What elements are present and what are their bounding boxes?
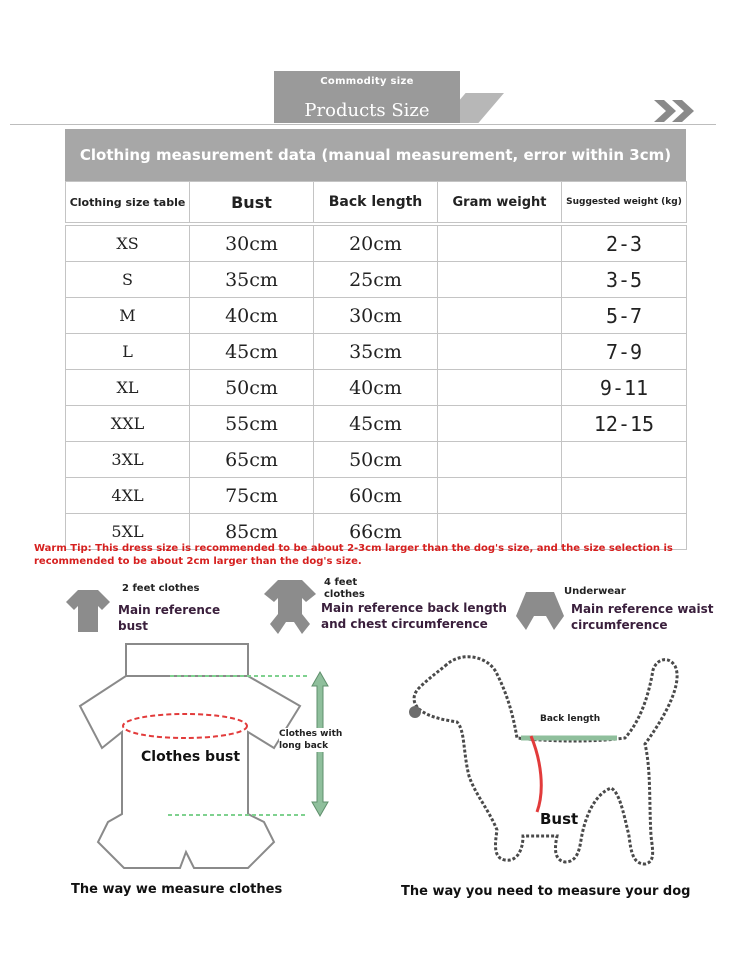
column-header: Bust: [190, 182, 314, 223]
table-cell: 40cm: [314, 370, 438, 406]
table-row: [66, 226, 687, 262]
two-feet-clothes-icon: [64, 588, 112, 634]
table-title: Clothing measurement data (manual measurement, error within 3cm): [65, 129, 686, 181]
table-cell: 65cm: [190, 442, 314, 478]
ref-label: 2 feet clothes: [122, 583, 200, 594]
table-cell: [438, 478, 562, 514]
four-feet-clothes-icon: [262, 578, 318, 636]
table-cell: 45cm: [314, 406, 438, 442]
clothes-caption: The way we measure clothes: [71, 882, 283, 897]
table-cell: 12-15: [562, 406, 687, 442]
header-title: Products Size: [304, 100, 430, 121]
double-chevron-icon: [652, 98, 700, 124]
table-cell: M: [66, 298, 190, 334]
table-cell: 5XL: [66, 514, 190, 550]
ref-text: Main reference waist circumference: [571, 602, 714, 632]
table-cell: 35cm: [190, 262, 314, 298]
table-cell: XS: [66, 226, 190, 262]
table-cell: 85cm: [190, 514, 314, 550]
table-cell: 75cm: [190, 478, 314, 514]
ref-label: Underwear: [564, 586, 626, 597]
column-header: Clothing size table: [66, 182, 190, 223]
table-cell: 45cm: [190, 334, 314, 370]
table-cell: [562, 478, 687, 514]
table-cell: 3XL: [66, 442, 190, 478]
table-cell: 20cm: [314, 226, 438, 262]
table-cell: 50cm: [190, 370, 314, 406]
column-header: Gram weight: [438, 182, 562, 223]
table-cell: 25cm: [314, 262, 438, 298]
table-cell: L: [66, 334, 190, 370]
table-cell: 2-3: [562, 226, 687, 262]
table-cell: [438, 226, 562, 262]
table-row: [66, 262, 687, 298]
table-cell: 9-11: [562, 370, 687, 406]
header-divider: [10, 124, 716, 125]
table-cell: [438, 406, 562, 442]
dog-back-label: Back length: [540, 714, 601, 724]
table-cell: S: [66, 262, 190, 298]
clothes-length-label: Clothes with long back: [279, 728, 349, 752]
table-cell: [438, 298, 562, 334]
table-row: [66, 478, 687, 514]
table-cell: 40cm: [190, 298, 314, 334]
ref-text: Main reference bust: [118, 603, 221, 633]
table-row: [66, 298, 687, 334]
size-table: [65, 181, 687, 550]
table-cell: XL: [66, 370, 190, 406]
clothes-bust-label: Clothes bust: [141, 749, 241, 765]
table-row: [66, 334, 687, 370]
table-cell: [562, 442, 687, 478]
table-row: [66, 370, 687, 406]
table-cell: 7-9: [562, 334, 687, 370]
table-cell: 50cm: [314, 442, 438, 478]
dog-measure-diagram: [405, 640, 695, 880]
table-cell: [438, 370, 562, 406]
table-header-row: [66, 182, 687, 223]
table-cell: 30cm: [190, 226, 314, 262]
table-cell: 30cm: [314, 298, 438, 334]
table-cell: [438, 334, 562, 370]
table-cell: 55cm: [190, 406, 314, 442]
table-cell: 66cm: [314, 514, 438, 550]
warm-tip: Warm Tip: This dress size is recommended to be about 2-3cm larger than the dog's size, and the size selection is recommended to be about 2cm larger than the dog's size.: [34, 543, 673, 567]
ref-label: 4 feet clothes: [324, 577, 365, 600]
header-small-title: Commodity size: [320, 76, 414, 87]
table-cell: 4XL: [66, 478, 190, 514]
dog-bust-label: Bust: [540, 810, 579, 828]
table-cell: 35cm: [314, 334, 438, 370]
table-cell: 60cm: [314, 478, 438, 514]
table-row: [66, 442, 687, 478]
table-cell: 3-5: [562, 262, 687, 298]
dog-caption: The way you need to measure your dog: [401, 884, 691, 899]
table-cell: XXL: [66, 406, 190, 442]
table-cell: [438, 262, 562, 298]
underwear-icon: [514, 590, 566, 632]
table-cell: 5-7: [562, 298, 687, 334]
table-cell: [438, 442, 562, 478]
table-row: [66, 406, 687, 442]
column-header: Back length: [314, 182, 438, 223]
column-header: Suggested weight (kg): [562, 182, 687, 223]
ref-text: Main reference back length and chest circumference: [321, 601, 507, 631]
